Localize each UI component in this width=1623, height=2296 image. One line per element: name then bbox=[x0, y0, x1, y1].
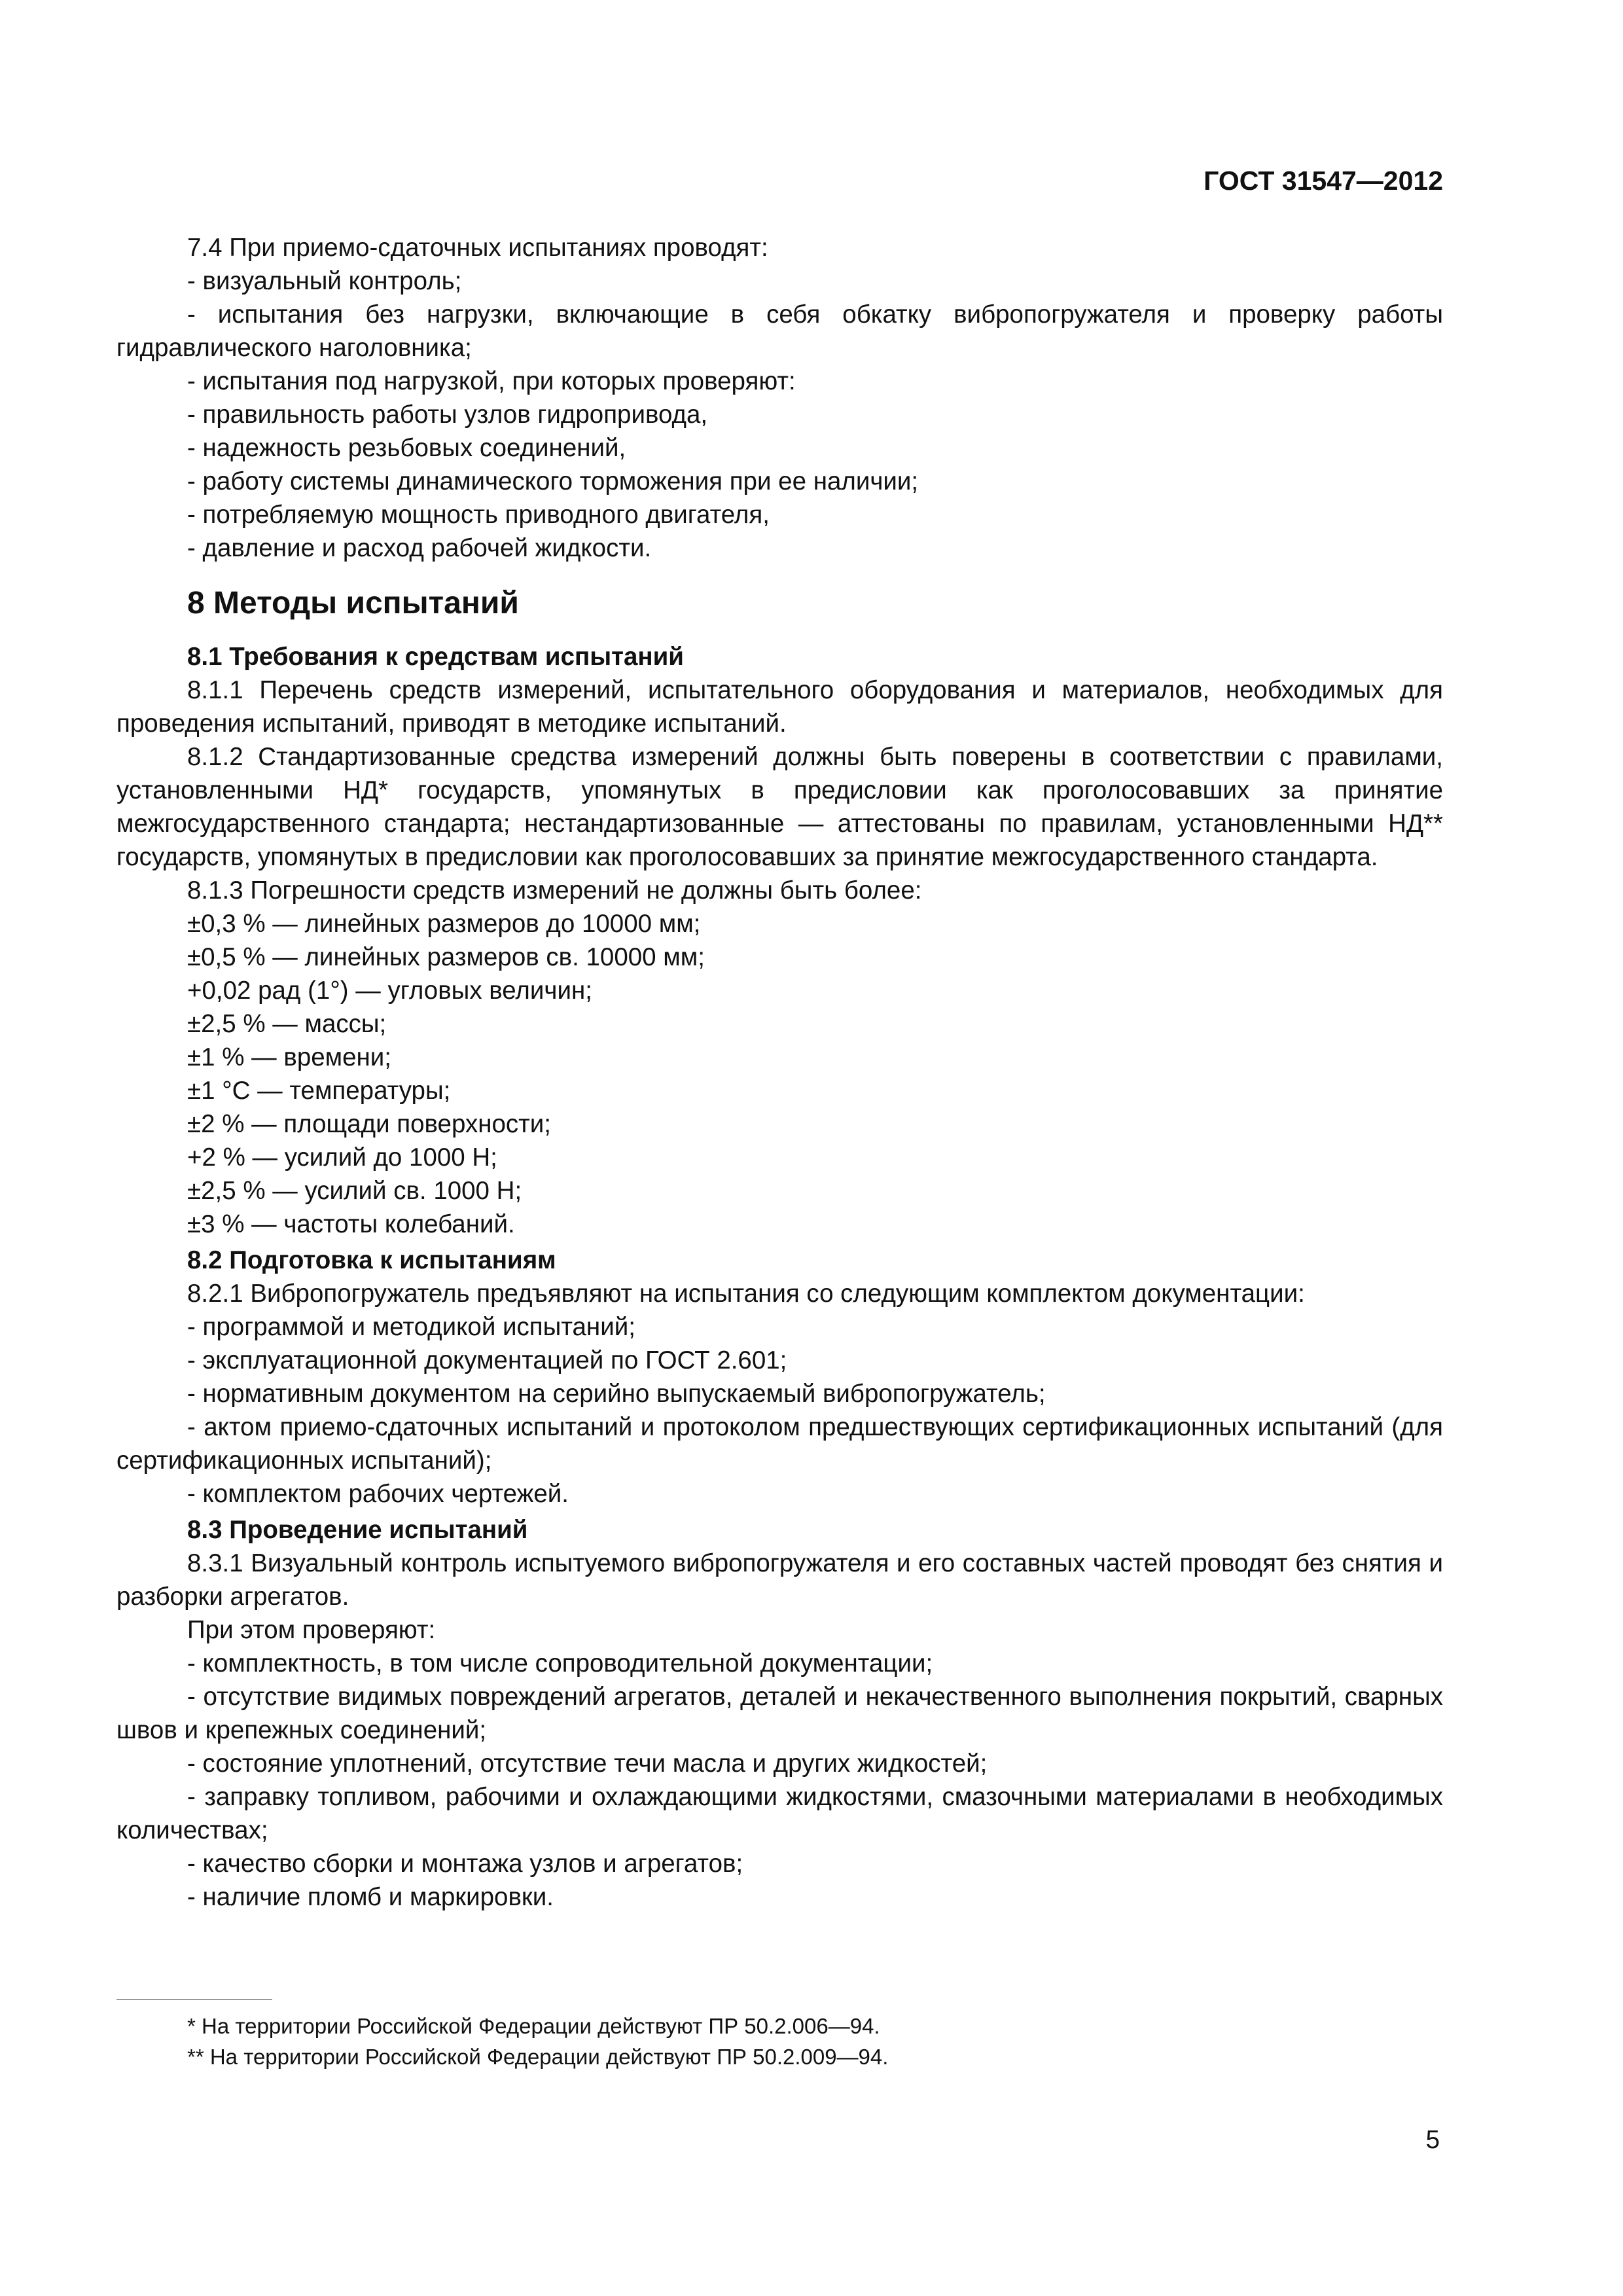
tolerance-item: ±2,5 % — усилий св. 1000 Н; bbox=[187, 1177, 522, 1205]
list-item: - испытания без нагрузки, включающие в себя обкатку вибропогружателя и проверку работы гидравлического наголовника; bbox=[116, 300, 1443, 362]
list-item: - комплектность, в том числе сопроводительной документации; bbox=[187, 1649, 933, 1677]
list-item: - надежность резьбовых соединений, bbox=[187, 434, 626, 462]
list-item: - эксплуатационной документацией по ГОСТ 2.601; bbox=[187, 1346, 787, 1374]
tolerance-item: +0,02 рад (1°) — угловых величин; bbox=[187, 977, 592, 1005]
list-item: - работу системы динамического торможения при ее наличии; bbox=[187, 467, 919, 495]
list-item: - визуальный контроль; bbox=[187, 267, 462, 295]
list-item: - актом приемо-сдаточных испытаний и протоколом предшествующих сертификационных испытаний (для сертификационных испытаний); bbox=[116, 1413, 1443, 1475]
section-8-3 bbox=[116, 1513, 1443, 1914]
list-item: - испытания под нагрузкой, при которых проверяют: bbox=[187, 367, 796, 395]
paragraph-8-2-1: 8.2.1 Вибропогружатель предъявляют на испытания со следующим комплектом документации: bbox=[187, 1280, 1305, 1308]
section-heading-8: 8 Методы испытаний bbox=[187, 586, 519, 620]
paragraph-8-3-1: 8.3.1 Визуальный контроль испытуемого вибропогружателя и его составных частей проводят без снятия и разборки агрегатов. bbox=[116, 1549, 1443, 1611]
subsection-heading-8-2: 8.2 Подготовка к испытаниям bbox=[187, 1246, 556, 1274]
subsection-heading-8-3: 8.3 Проведение испытаний bbox=[187, 1516, 528, 1544]
tolerance-item: ±2 % — площади поверхности; bbox=[187, 1110, 551, 1138]
tolerance-item: ±3 % — частоты колебаний. bbox=[187, 1210, 515, 1238]
paragraph-check-intro: При этом проверяют: bbox=[187, 1616, 436, 1644]
footnote-1: * На территории Российской Федерации действуют ПР 50.2.006—94. bbox=[187, 2014, 880, 2038]
tolerance-item: ±0,3 % — линейных размеров до 10000 мм; bbox=[187, 910, 701, 938]
subsection-heading-8-1: 8.1 Требования к средствам испытаний bbox=[187, 643, 684, 671]
list-item: - состояние уплотнений, отсутствие течи масла и других жидкостей; bbox=[187, 1749, 988, 1778]
list-item: - комплектом рабочих чертежей. bbox=[187, 1480, 569, 1508]
list-item: - отсутствие видимых повреждений агрегатов, деталей и некачественного выполнения покрытий, сварных швов и крепежных соединений; bbox=[116, 1683, 1443, 1744]
paragraph-7-4: 7.4 При приемо-сдаточных испытаниях проводят: bbox=[187, 234, 768, 262]
list-item: - качество сборки и монтажа узлов и агрегатов; bbox=[187, 1850, 743, 1878]
page-body bbox=[116, 231, 1443, 1914]
tolerance-item: +2 % — усилий до 1000 Н; bbox=[187, 1143, 497, 1172]
standard-designation: ГОСТ 31547—2012 bbox=[1204, 166, 1443, 196]
footnotes bbox=[116, 2011, 1443, 2072]
list-item: - нормативным документом на серийно выпускаемый вибропогружатель; bbox=[187, 1380, 1046, 1408]
tolerance-item: ±0,5 % — линейных размеров св. 10000 мм; bbox=[187, 943, 705, 971]
section-8-2 bbox=[116, 1244, 1443, 1511]
list-item: - давление и расход рабочей жидкости. bbox=[187, 534, 652, 562]
list-item: - потребляемую мощность приводного двигателя, bbox=[187, 501, 770, 529]
list-item: - программой и методикой испытаний; bbox=[187, 1313, 635, 1341]
footnote-2: ** На территории Российской Федерации действуют ПР 50.2.009—94. bbox=[187, 2045, 889, 2069]
page-number: 5 bbox=[1425, 2126, 1440, 2154]
tolerance-item: ±1 °С — температуры; bbox=[187, 1077, 451, 1105]
paragraph-8-1-3: 8.1.3 Погрешности средств измерений не должны быть более: bbox=[187, 876, 922, 905]
list-item: - правильность работы узлов гидропривода, bbox=[187, 401, 708, 429]
section-8-1 bbox=[116, 640, 1443, 1241]
paragraph-8-1-1: 8.1.1 Перечень средств измерений, испытательного оборудования и материалов, необходимых для проведения испытаний, приводят в методике испытаний. bbox=[116, 676, 1443, 738]
paragraph-8-1-2: 8.1.2 Стандартизованные средства измерений должны быть поверены в соответствии с правилами, установленными НД* государств, упомянутых в предисловии как проголосовавших за принятие межгосударственного стандарта; нестандартизованные — аттестованы по правилам, установленными НД** государств, упомянутых в предисловии как проголосовавших за принятие межгосударственного стандарта. bbox=[116, 743, 1443, 871]
list-item: - наличие пломб и маркировки. bbox=[187, 1883, 554, 1911]
footnote-divider bbox=[116, 1999, 272, 2000]
list-item: - заправку топливом, рабочими и охлаждающими жидкостями, смазочными материалами в необходимых количествах; bbox=[116, 1783, 1443, 1844]
section-7-4 bbox=[116, 231, 1443, 565]
tolerance-item: ±2,5 % — массы; bbox=[187, 1010, 387, 1038]
tolerance-item: ±1 % — времени; bbox=[187, 1043, 391, 1071]
